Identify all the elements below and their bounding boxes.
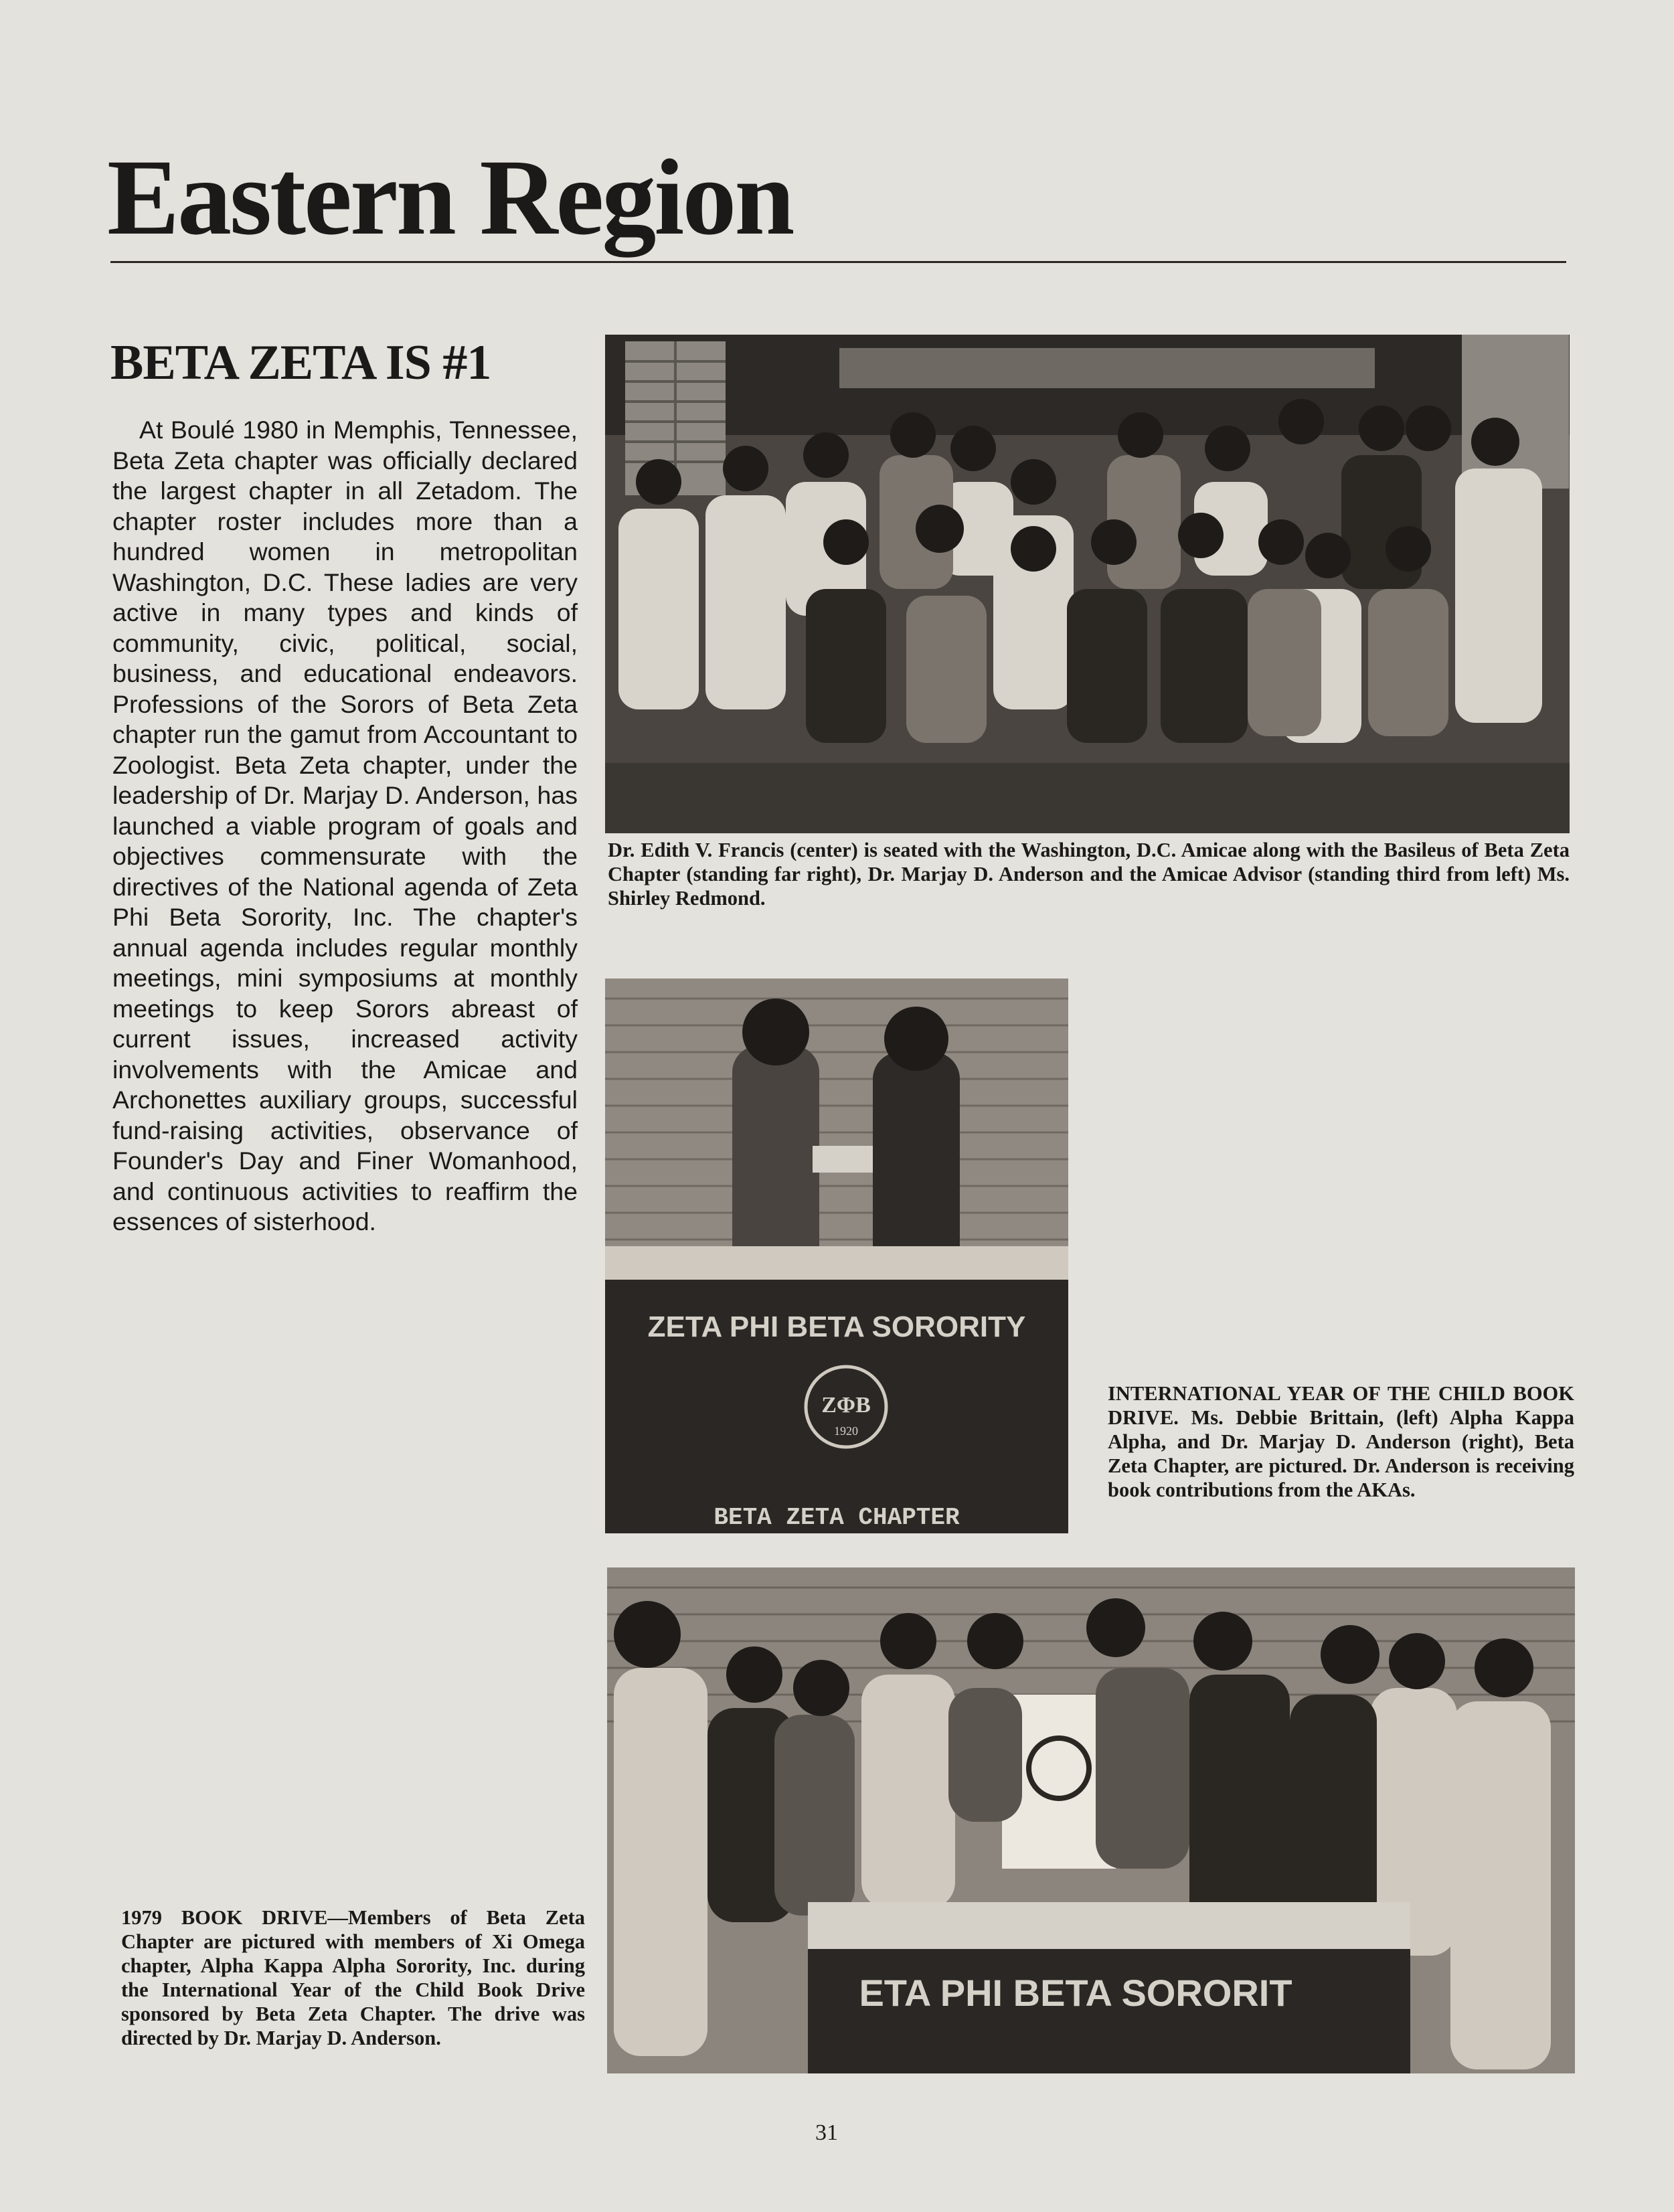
book-drive-photo-group — [607, 1567, 1575, 2073]
banner-crest: ZΦB — [821, 1393, 871, 1418]
group-photo-amicae — [605, 335, 1570, 833]
photo-2-caption: INTERNATIONAL YEAR OF THE CHILD BOOK DRIVE. Ms. Debbie Brittain, (left) Alpha Kappa Alpha, and Dr. Marjay D. Anderson (right), Beta Zeta Chapter, are pictured. Dr. Anderson is receiving book contributions from the AKAs. — [1108, 1382, 1574, 1501]
photo-1-caption: Dr. Edith V. Francis (center) is seated with the Washington, D.C. Amicae along with the Basileus of Beta Zeta Chapter (standing far right), Dr. Marjay D. Anderson and the Amicae Advisor (standing third from left) Ms. Shirley Redmond. — [608, 839, 1570, 910]
banner-year: 1920 — [834, 1424, 858, 1438]
photo-3-caption: 1979 BOOK DRIVE—Members of Beta Zeta Chapter are pictured with members of Xi Omega chapter, Alpha Kappa Alpha Sorority, Inc. during the International Year of the Child Book Drive sponsored by Beta Zeta Chapter. The drive was directed by Dr. Marjay D. Anderson. — [121, 1906, 585, 2049]
banner-text-2: ETA PHI BETA SORORIT — [859, 1972, 1292, 2014]
book-drive-photo-duo — [605, 979, 1068, 1533]
banner-bottom-text: BETA ZETA CHAPTER — [714, 1504, 960, 1531]
article-body: At Boulé 1980 in Memphis, Tennessee, Beta Zeta chapter was officially declared the largest chapter in all Zetadom. The chapter roster includes more than a hundred women in metropolitan Washington, D.C. These ladies are very active in many types and kinds of community, civic, political, social, business, and educational endeavors. Professions of the Sorors of Beta Zeta chapter run the gamut from Accountant to Zoologist. Beta Zeta chapter, under the leadership of Dr. Marjay D. Anderson, has launched a viable program of goals and objectives commensurate with the directives of the National agenda of Zeta Phi Beta Sorority, Inc. The chapter's annual agenda includes regular monthly meetings, mini symposiums at monthly meetings to keep Sorors abreast of current issues, increased activity involvements with the Amicae and Archonettes auxiliary groups, successful fund-raising activities, observance of Founder's Day and Finer Womanhood, and continuous activities to reaffirm the essences of sisterhood. — [112, 416, 578, 1236]
article-headline: BETA ZETA IS #1 — [110, 335, 491, 390]
page-number: 31 — [815, 2120, 838, 2145]
page-title: Eastern Region — [107, 138, 793, 258]
banner-text: ZETA PHI BETA SORORITY — [647, 1310, 1026, 1343]
title-rule — [110, 261, 1566, 263]
